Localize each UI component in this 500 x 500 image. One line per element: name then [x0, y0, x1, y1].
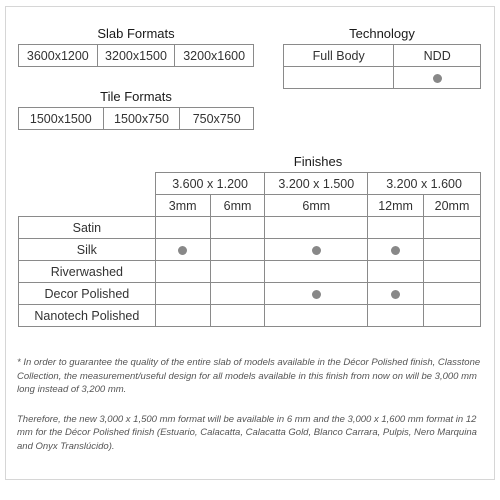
finish-cell: [155, 239, 210, 261]
footnote-1: * In order to guarantee the quality of the entire slab of models available in the Décor Polished finish, Classtone Collection, the measurement/useful design for all models available in this finish from now on will be 3,000 mm long instead of 3,200 mm.: [17, 357, 481, 395]
finish-cell: [424, 217, 481, 239]
technology-title: Technology: [349, 26, 415, 41]
finish-cell: [424, 261, 481, 283]
finish-cell: [424, 283, 481, 305]
footnotes: [17, 356, 487, 469]
footnote-2: Therefore, the new 3,000 x 1,500 mm format will be available in 6 mm and the 3,000 x 1,600 mm format in 12 mm for the Décor Polished finish (Estuario, Calacatta, Calacatta Gold, Blanco Carrara, Pulpis, Nero Marquina and Onyx Translúcido).: [17, 413, 477, 452]
tile-format-cell: 1500x1500: [19, 108, 104, 130]
finish-row: [19, 239, 481, 261]
finish-label: Satin: [19, 217, 156, 239]
finish-label: Decor Polished: [19, 283, 156, 305]
thickness-header: 6mm: [210, 195, 265, 217]
finishes-title: Finishes: [293, 154, 343, 169]
technology-table: [283, 44, 481, 89]
format-header-3600x1200: 3.600 x 1.200: [155, 173, 265, 195]
finish-cell: [210, 217, 265, 239]
format-header-3200x1500: 3.200 x 1.500: [265, 173, 368, 195]
finish-label: Riverwashed: [19, 261, 156, 283]
finish-cell: [210, 283, 265, 305]
finish-cell: [368, 283, 424, 305]
thickness-header: 6mm: [265, 195, 368, 217]
finish-cell: [155, 217, 210, 239]
tile-formats-title: Tile Formats: [100, 89, 172, 104]
technology-header-ndd: NDD: [394, 45, 481, 67]
finish-cell: [155, 261, 210, 283]
finish-cell: [368, 239, 424, 261]
finish-cell: [368, 217, 424, 239]
slab-format-cell: 3200x1500: [97, 45, 175, 67]
slab-format-cell: 3200x1600: [175, 45, 254, 67]
finish-cell: [210, 239, 265, 261]
thickness-header: 20mm: [424, 195, 481, 217]
finish-cell: [210, 261, 265, 283]
finishes-corner: [19, 173, 156, 195]
technology-value-cell: [284, 67, 394, 89]
availability-dot: [312, 246, 321, 255]
finish-cell: [265, 239, 368, 261]
finishes-corner-2: [19, 195, 156, 217]
finish-cell: [265, 217, 368, 239]
finish-row: [19, 217, 481, 239]
finish-cell: [265, 305, 368, 327]
finish-cell: [155, 305, 210, 327]
format-header-3200x1600: 3.200 x 1.600: [368, 173, 481, 195]
finish-row: [19, 305, 481, 327]
tile-format-cell: 750x750: [180, 108, 254, 130]
slab-formats-table: [18, 44, 254, 67]
tile-formats-table: [18, 107, 254, 130]
slab-format-cell: 3600x1200: [19, 45, 98, 67]
availability-dot: [391, 246, 400, 255]
finish-cell: [424, 305, 481, 327]
finish-row: [19, 261, 481, 283]
tile-format-cell: 1500x750: [103, 108, 180, 130]
slab-formats-title: Slab Formats: [97, 26, 175, 41]
finish-cell: [368, 305, 424, 327]
finish-cell: [265, 283, 368, 305]
availability-dot: [391, 290, 400, 299]
finish-cell: [210, 305, 265, 327]
availability-dot: [178, 246, 187, 255]
finish-cell: [368, 261, 424, 283]
finishes-table: [18, 172, 481, 327]
finish-row: [19, 283, 481, 305]
technology-header-full-body: Full Body: [284, 45, 394, 67]
finish-cell: [424, 239, 481, 261]
technology-value-cell: [394, 67, 481, 89]
thickness-header: 12mm: [368, 195, 424, 217]
finish-cell: [265, 261, 368, 283]
availability-dot: [312, 290, 321, 299]
technology-values-row: [284, 67, 481, 89]
finish-cell: [155, 283, 210, 305]
finish-label: Nanotech Polished: [19, 305, 156, 327]
thickness-header: 3mm: [155, 195, 210, 217]
availability-dot: [433, 74, 442, 83]
finish-label: Silk: [19, 239, 156, 261]
